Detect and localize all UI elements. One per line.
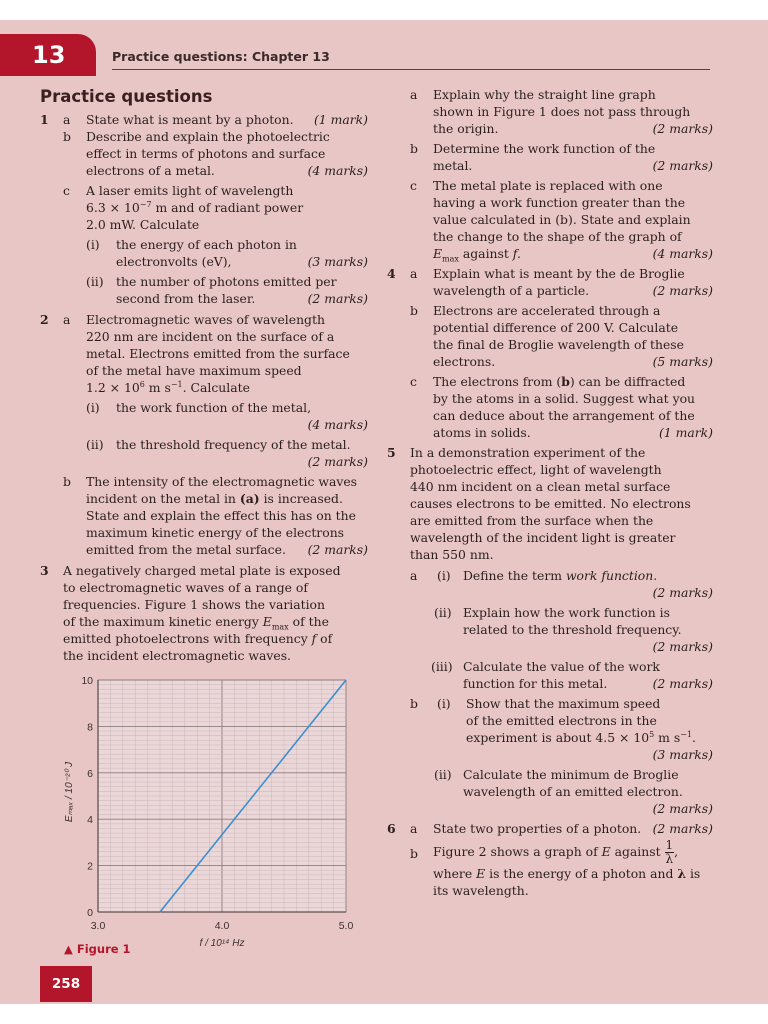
q5-line: 440 nm incident on a clean metal surface <box>410 479 671 494</box>
y-tick-label: 4 <box>87 814 93 827</box>
q5aiii-line: function for this metal. <box>463 676 608 691</box>
q1cii-line: the number of photons emitted per <box>116 274 337 289</box>
right-column <box>387 86 713 902</box>
y-axis-label: Eₘₐₓ / 10⁻²⁰ J <box>64 761 75 823</box>
x-tick-label: 5.0 <box>338 920 354 932</box>
q4a-line: Explain what is meant by the de Broglie <box>433 266 685 281</box>
subpart-label: (ii) <box>86 437 104 452</box>
marks: (2 marks) <box>652 283 713 298</box>
subpart-label: (ii) <box>434 605 452 620</box>
question-number: 4 <box>387 266 396 281</box>
q3-line: of the maximum kinetic energy $E_{max}$ of the <box>63 614 329 632</box>
question-3 <box>38 562 368 664</box>
marks: (2 marks) <box>652 121 713 136</box>
fraction: $\frac{1}{\lambda}$ <box>665 838 674 866</box>
part-label: a <box>63 312 71 327</box>
q3c-line: the change to the shape of the graph of <box>433 229 682 244</box>
q3-line: emitted photoelectrons with frequency f of <box>63 631 333 646</box>
marks: (4 marks) <box>307 417 368 432</box>
y-tick-label: 0 <box>87 907 93 919</box>
q6b-line: Figure 2 shows a graph of E against $\frac{1}{\lambda}$ , <box>433 838 679 866</box>
q4c-line: atoms in solids. <box>433 425 531 440</box>
q1c-line: 2.0 mW. Calculate <box>86 217 200 232</box>
y-tick-label: 2 <box>87 860 93 873</box>
q5bi-line: experiment is about $4.5 \times 10^5$ m $s^{-1}$. <box>466 729 696 745</box>
section-title: Practice questions <box>40 87 213 106</box>
page-number: 258 <box>40 966 92 1002</box>
y-tick-label: 8 <box>87 721 93 734</box>
q1ci-line: the energy of each photon in <box>116 237 297 252</box>
q2aii-text: the threshold frequency of the metal. <box>116 437 351 452</box>
q3c-line: value calculated in (b). State and explain <box>433 212 691 227</box>
marks: (2 marks) <box>652 801 713 816</box>
q2b-line: State and explain the effect this has on the <box>86 508 356 523</box>
question-2 <box>38 311 368 558</box>
q3c-line: having a work function greater than the <box>433 195 686 210</box>
marks: (2 marks) <box>307 291 368 306</box>
q2a-line: 220 nm are incident on the surface of a <box>86 329 335 344</box>
part-label: b <box>410 303 418 318</box>
question-5a <box>387 567 713 692</box>
part-label: a <box>63 112 71 127</box>
q3b-line: metal. <box>433 158 473 173</box>
subpart-label: (iii) <box>431 659 453 674</box>
marks: (3 marks) <box>307 254 368 269</box>
part-label: b <box>410 846 418 861</box>
y-tick-label: 10 <box>81 675 93 687</box>
marks: (4 marks) <box>652 246 713 261</box>
subpart-label: (i) <box>437 696 451 711</box>
question-number: 1 <box>40 112 49 127</box>
q2b-line: incident on the metal in (a) is increased. <box>86 491 343 506</box>
part-label: b <box>410 141 418 156</box>
q4c-line: The electrons from (b) can be diffracted <box>433 374 686 389</box>
q2ai-text: the work function of the metal, <box>116 400 312 415</box>
left-column <box>38 86 368 667</box>
part-label: c <box>410 374 417 389</box>
subpart-label: (ii) <box>434 767 452 782</box>
marks: (1 mark) <box>313 112 368 127</box>
question-1 <box>38 111 368 307</box>
q2b-line: emitted from the metal surface. <box>86 542 286 557</box>
q1b-line: effect in terms of photons and surface <box>86 146 326 161</box>
marks: (2 marks) <box>652 158 713 173</box>
marks: (5 marks) <box>652 354 713 369</box>
q4b-line: electrons. <box>433 354 496 369</box>
part-label: a <box>410 821 418 836</box>
question-number: 6 <box>387 821 396 836</box>
marks: (2 marks) <box>307 542 368 557</box>
q3-line: the incident electromagnetic waves. <box>63 648 291 663</box>
marks: (1 mark) <box>658 425 713 440</box>
question-number: 2 <box>40 312 49 327</box>
question-number: 5 <box>387 445 396 460</box>
q5aiii-line: Calculate the value of the work <box>463 659 660 674</box>
question-5 <box>387 444 713 563</box>
q2a-line: metal. Electrons emitted from the surface <box>86 346 350 361</box>
part-label: c <box>63 183 70 198</box>
question-5b <box>387 695 713 817</box>
q3c-line: $E_{max}$ against f. <box>433 246 521 264</box>
subpart-label: (ii) <box>86 274 104 289</box>
q5-line: than 550 nm. <box>410 547 494 562</box>
figure-caption: ▲ Figure 1 <box>64 942 131 956</box>
q5ai-text: Define the term work function. <box>463 568 658 583</box>
marks: (2 marks) <box>652 676 713 691</box>
figure-1-chart <box>40 672 354 962</box>
q4b-line: the final de Broglie wavelength of these <box>433 337 684 352</box>
q1b-line: Describe and explain the photoelectric <box>86 129 330 144</box>
q5aii-line: related to the threshold frequency. <box>463 622 682 637</box>
marks: (4 marks) <box>307 163 368 178</box>
q1a-text: State what is meant by a photon. <box>86 112 294 127</box>
q5bii-line: wavelength of an emitted electron. <box>463 784 683 799</box>
marks: (2 marks) <box>652 639 713 654</box>
subpart-label: (i) <box>86 237 100 252</box>
part-label: b <box>63 474 71 489</box>
y-tick-label: 6 <box>87 767 93 780</box>
part-label: c <box>410 178 417 193</box>
subpart-label: (i) <box>437 568 451 583</box>
x-tick-label: 3.0 <box>90 920 106 932</box>
q5-line: wavelength of the incident light is greater <box>410 530 676 545</box>
question-4 <box>387 265 713 441</box>
marks: (2 marks) <box>307 454 368 469</box>
part-label: a <box>410 568 418 583</box>
part-label: a <box>410 87 418 102</box>
q6b-line: where E is the energy of a photon and λ is <box>433 866 701 881</box>
part-label: b <box>63 129 71 144</box>
x-axis-label: f / 10¹⁴ Hz <box>199 938 245 949</box>
chart-svg <box>40 672 354 962</box>
q6b-line: its wavelength. <box>433 883 529 898</box>
q3a-line: the origin. <box>433 121 499 136</box>
q5bii-line: Calculate the minimum de Broglie <box>463 767 679 782</box>
q3a-line: shown in Figure 1 does not pass through <box>433 104 691 119</box>
q5aii-line: Explain how the work function is <box>463 605 670 620</box>
q2a-line: Electromagnetic waves of wavelength <box>86 312 325 327</box>
question-number: 3 <box>40 563 49 578</box>
q4b-line: Electrons are accelerated through a <box>433 303 661 318</box>
bottom-margin <box>0 1004 768 1024</box>
q5bi-line: Show that the maximum speed <box>466 696 661 711</box>
q4a-line: wavelength of a particle. <box>433 283 590 298</box>
q4b-line: potential difference of 200 V. Calculate <box>433 320 679 335</box>
top-margin <box>0 0 768 20</box>
q3-line: to electromagnetic waves of a range of <box>63 580 308 595</box>
part-label: b <box>410 696 418 711</box>
q2a-line: of the metal have maximum speed <box>86 363 302 378</box>
q3-line: A negatively charged metal plate is exposed <box>63 563 341 578</box>
q2a-line: $1.2 \times 10^6$ m $s^{-1}$. Calculate <box>86 379 250 395</box>
q5-line: causes electrons to be emitted. No electrons <box>410 496 691 511</box>
q1b-line: electrons of a metal. <box>86 163 215 178</box>
marks: (2 marks) <box>652 585 713 600</box>
q3a-line: Explain why the straight line graph <box>433 87 656 102</box>
q1cii-line: second from the laser. <box>116 291 256 306</box>
x-tick-label: 4.0 <box>214 920 230 932</box>
q4c-line: can deduce about the arrangement of the <box>433 408 695 423</box>
q3b-line: Determine the work function of the <box>433 141 656 156</box>
q3-line: frequencies. Figure 1 shows the variation <box>63 597 326 612</box>
part-label: a <box>410 266 418 281</box>
question-3-parts <box>387 86 713 262</box>
header-rule <box>112 69 710 70</box>
q1ci-line: electronvolts (eV), <box>116 254 232 269</box>
q2b-line: maximum kinetic energy of the electrons <box>86 525 345 540</box>
chapter-number-tab: 13 <box>0 34 96 76</box>
q5bi-line: of the emitted electrons in the <box>466 713 657 728</box>
q5-line: photoelectric effect, light of wavelength <box>410 462 662 477</box>
q4c-line: by the atoms in a solid. Suggest what you <box>433 391 696 406</box>
q1c-line: $6.3 \times 10^{-7}$ m and of radiant power <box>86 199 304 215</box>
q2b-line: The intensity of the electromagnetic waves <box>86 474 358 489</box>
q5-line: are emitted from the surface when the <box>410 513 654 528</box>
q6a-text: State two properties of a photon. <box>433 821 642 836</box>
subpart-label: (i) <box>86 400 100 415</box>
running-head: Practice questions: Chapter 13 <box>112 49 330 64</box>
q1c-line: A laser emits light of wavelength <box>86 183 294 198</box>
marks: (3 marks) <box>652 747 713 762</box>
question-6 <box>387 820 713 899</box>
marks: (2 marks) <box>652 821 713 836</box>
q5-line: In a demonstration experiment of the <box>410 445 646 460</box>
q3c-line: The metal plate is replaced with one <box>433 178 663 193</box>
